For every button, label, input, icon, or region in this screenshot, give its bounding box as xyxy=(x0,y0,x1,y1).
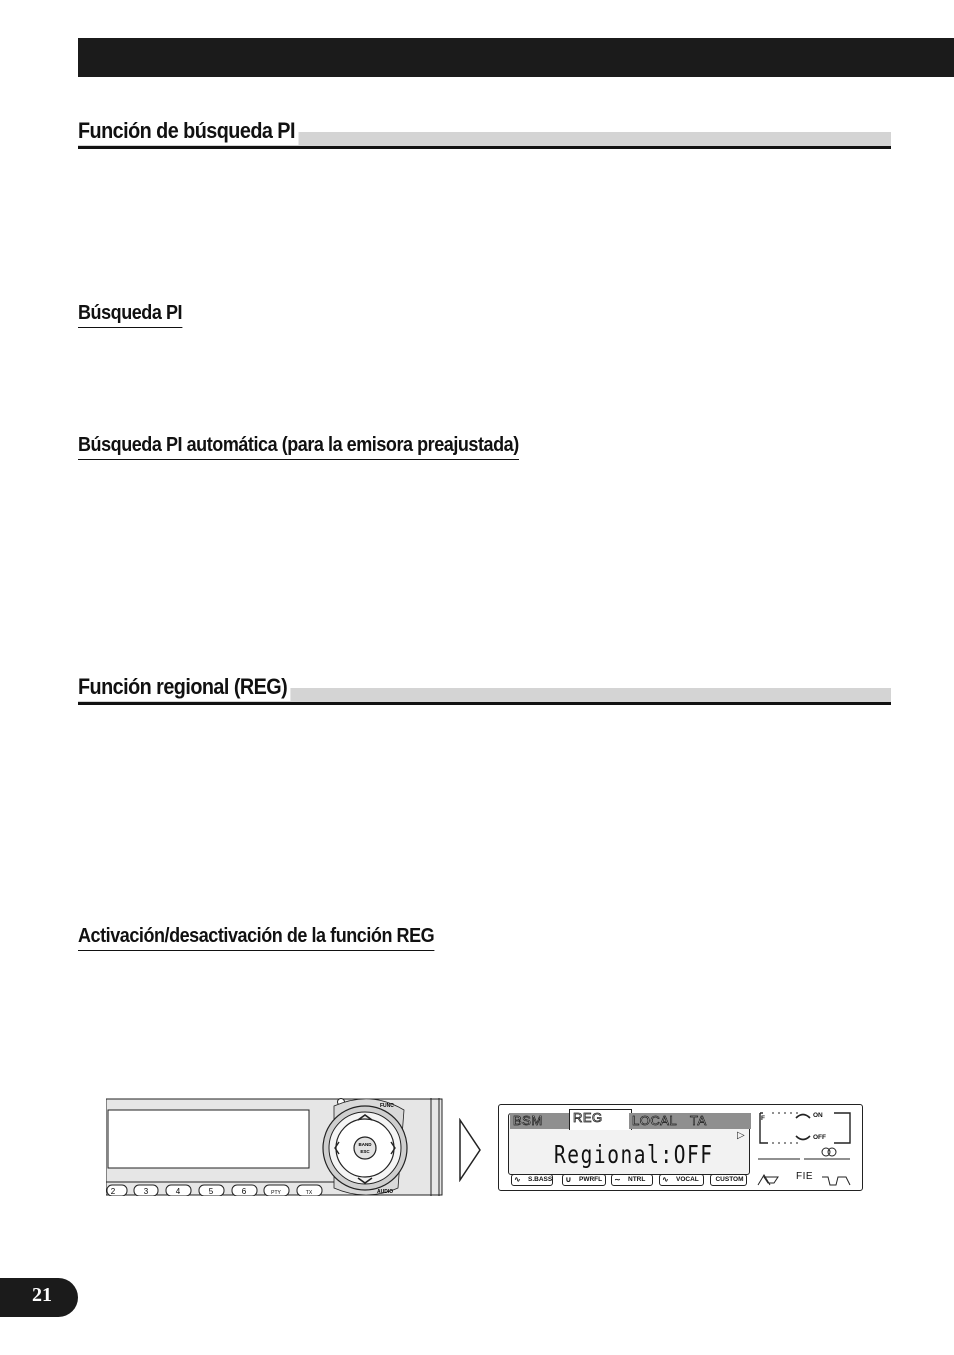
off-label: OFF xyxy=(813,1134,826,1141)
lcd-display xyxy=(498,1104,863,1191)
eq-vocal: ∿ VOCAL xyxy=(659,1174,704,1186)
on-label: ON xyxy=(813,1112,823,1119)
status-panel xyxy=(756,1109,854,1187)
lcd-readout: Regional:OFF xyxy=(554,1140,714,1169)
tab-local: LOCAL xyxy=(629,1113,691,1129)
svg-text:3: 3 xyxy=(143,1187,149,1196)
tab-reg: REG xyxy=(569,1109,632,1130)
section-title: Función regional (REG) xyxy=(78,672,291,701)
esc-label: ESC xyxy=(360,1149,370,1154)
section-heading-regional xyxy=(78,672,891,708)
subheading-auto-pi-seek: Búsqueda PI automática (para la emisora preajustada) xyxy=(78,432,519,460)
svg-text:TX: TX xyxy=(305,1190,313,1196)
arrow-right-icon xyxy=(458,1118,482,1187)
subheading-pi-seek: Búsqueda PI xyxy=(78,300,182,328)
svg-text:4: 4 xyxy=(175,1187,181,1196)
tab-ta: TA xyxy=(687,1113,751,1129)
tab-bsm: BSM xyxy=(510,1113,572,1129)
svg-text:5: 5 xyxy=(208,1187,214,1196)
f-label: F xyxy=(761,1115,765,1122)
eq-ntrl: ∼ NTRL xyxy=(611,1174,653,1186)
play-icon: ▷ xyxy=(737,1130,745,1141)
head-unit-illustration xyxy=(106,1098,444,1196)
svg-text:6: 6 xyxy=(241,1187,247,1196)
eq-pwrfl: ∪ PWRFL xyxy=(562,1174,606,1186)
subheading-reg-toggle: Activación/desactivación de la función REG xyxy=(78,923,434,951)
audio-label: AUDIO xyxy=(377,1189,394,1195)
eq-sbass: ∿ S.BASS xyxy=(511,1174,553,1186)
band-esc-button xyxy=(354,1137,376,1159)
func-label: FUNC xyxy=(380,1103,394,1109)
unit-screen xyxy=(108,1110,309,1168)
page-number: 21 xyxy=(32,1284,52,1306)
fie-label: FIE xyxy=(796,1171,814,1182)
header-bar xyxy=(78,38,954,77)
svg-text:2: 2 xyxy=(110,1187,116,1196)
section-heading-pi-seek xyxy=(78,116,891,152)
page-number-tab xyxy=(0,1278,78,1317)
svg-text:PTY: PTY xyxy=(271,1190,281,1196)
band-label: BAND xyxy=(358,1142,372,1147)
section-title: Función de búsqueda PI xyxy=(78,116,299,145)
eq-custom: CUSTOM xyxy=(710,1174,747,1186)
